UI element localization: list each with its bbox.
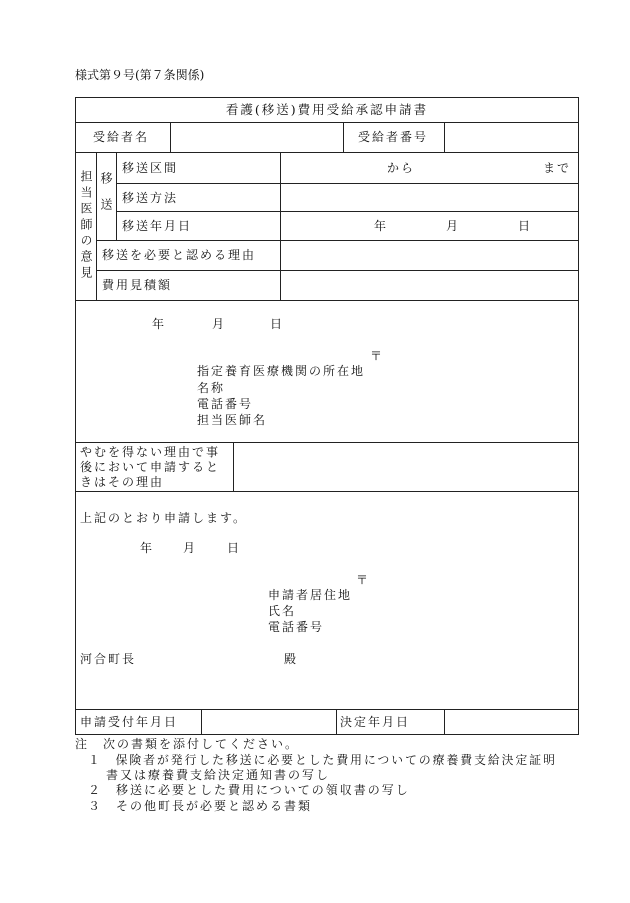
late-reason-line2: 後において申請すると [80,460,221,474]
institution-date-day: 日 [270,317,283,331]
notes-item-3: ３ その他町長が必要と認める書類 [88,799,313,813]
doctor-opinion-label: 担当医師の意見 [79,170,93,282]
form-title: 看護(移送)費用受給承認申請書 [225,102,429,117]
addressee-mayor: 河合町長 [80,652,137,666]
application-statement: 上記のとおり申請します。 [80,511,248,525]
applicant-name-label: 氏名 [268,604,297,618]
notes-header: 注 次の書類を添付してください。 [75,737,300,751]
applicant-phone-label: 電話番号 [268,620,325,634]
decision-date-label: 決定年月日 [340,715,411,729]
transport-date-label: 移送年月日 [122,219,193,233]
transport-method-label: 移送方法 [122,191,179,205]
recipient-number-label: 受給者番号 [358,130,429,144]
institution-name-label: 名称 [197,381,226,395]
institution-address-label: 指定養育医療機関の所在地 [197,364,366,378]
transport-reason-label: 移送を必要と認める理由 [102,248,257,262]
transport-date-year: 年 [374,219,387,233]
late-reason-line1: やむを得ない理由で事 [80,445,221,459]
transport-date-month: 月 [446,219,459,233]
addressee-honorific: 殿 [284,652,297,666]
transport-to-text: まで [543,161,572,175]
application-date-year: 年 [140,541,153,555]
application-date-month: 月 [183,541,196,555]
institution-date-year: 年 [152,317,165,331]
form-number: 様式第９号(第７条関係) [75,68,205,82]
applicant-address-label: 申請者居住地 [268,588,353,602]
transport-section-label: 移送区間 [122,161,179,175]
transport-label: 移送 [99,172,113,224]
institution-postal-mark: 〒 [370,349,383,363]
applicant-postal-mark: 〒 [356,573,369,587]
received-date-label: 申請受付年月日 [80,715,179,729]
institution-date-month: 月 [212,317,225,331]
recipient-name-label: 受給者名 [93,130,150,144]
institution-doctor-label: 担当医師名 [197,413,268,427]
institution-phone-label: 電話番号 [197,397,254,411]
cost-estimate-label: 費用見積額 [102,278,173,292]
application-date-day: 日 [227,541,240,555]
transport-date-day: 日 [518,219,531,233]
notes-item-2: ２ 移送に必要とした費用についての領収書の写し [88,783,410,797]
notes-item-1-line1: １ 保険者が発行した移送に必要とした費用についての療養費支給決定証明 [88,753,557,767]
notes-item-1-line2: 書又は療養費支給決定通知書の写し [106,768,331,782]
transport-from-text: から [387,161,416,175]
late-reason-line3: きはその理由 [80,475,165,489]
